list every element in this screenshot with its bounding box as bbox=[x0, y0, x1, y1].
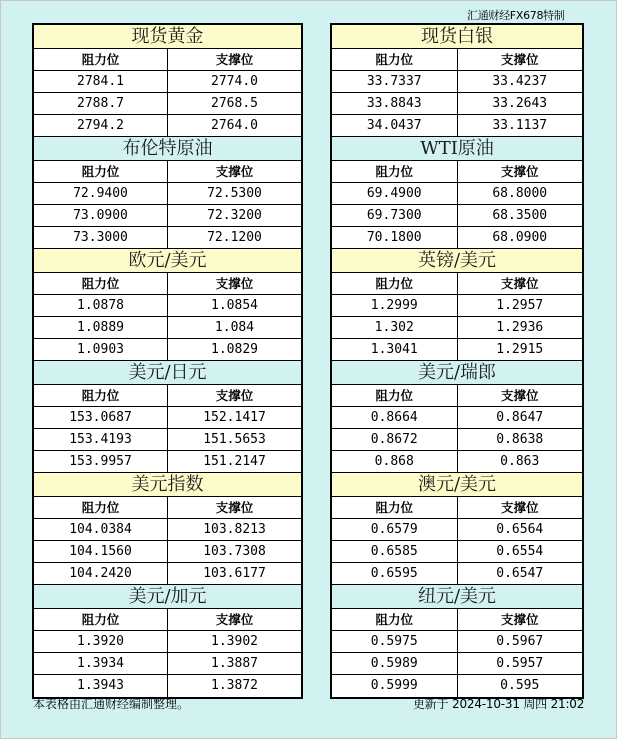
resistance-header: 阻力位 bbox=[34, 273, 168, 294]
resistance-value: 1.0903 bbox=[34, 339, 168, 360]
support-value: 1.2957 bbox=[496, 298, 544, 313]
instrument-table bbox=[332, 361, 582, 473]
table-row bbox=[34, 115, 301, 137]
support-value: 68.0900 bbox=[492, 230, 548, 245]
instrument-title: 现货白银 bbox=[332, 25, 582, 49]
resistance-value: 69.7300 bbox=[332, 205, 458, 226]
support-value: 1.3902 bbox=[211, 634, 258, 649]
table-row bbox=[332, 675, 582, 697]
table-row bbox=[34, 295, 301, 317]
resistance-header: 阻力位 bbox=[332, 385, 458, 406]
instrument-title: WTI原油 bbox=[332, 137, 582, 161]
support-value: 33.1137 bbox=[492, 118, 548, 133]
header-row bbox=[34, 49, 301, 71]
header-row bbox=[332, 161, 582, 183]
table-row bbox=[34, 563, 301, 585]
table-row bbox=[332, 541, 582, 563]
resistance-value: 1.3934 bbox=[34, 653, 168, 674]
instrument-table bbox=[332, 137, 582, 249]
resistance-value: 153.4193 bbox=[34, 429, 168, 450]
support-value: 103.8213 bbox=[203, 522, 266, 537]
support-value: 1.2936 bbox=[496, 320, 544, 335]
credit-label: 汇通财经FX678特制 bbox=[467, 9, 565, 22]
resistance-header: 阻力位 bbox=[34, 385, 168, 406]
right-column bbox=[330, 23, 584, 699]
support-value: 0.6564 bbox=[496, 522, 544, 537]
resistance-value: 69.4900 bbox=[332, 183, 458, 204]
resistance-header: 阻力位 bbox=[332, 161, 458, 182]
support-header: 支撑位 bbox=[500, 612, 539, 627]
support-value: 1.0829 bbox=[211, 342, 258, 357]
support-header: 支撑位 bbox=[500, 52, 539, 67]
table-row bbox=[34, 71, 301, 93]
table-row bbox=[34, 183, 301, 205]
support-header: 支撑位 bbox=[215, 52, 254, 67]
support-header: 支撑位 bbox=[215, 276, 254, 291]
support-value: 0.5967 bbox=[496, 634, 544, 649]
table-row bbox=[34, 519, 301, 541]
table-row bbox=[332, 115, 582, 137]
support-value: 0.6547 bbox=[496, 566, 544, 581]
instrument-table bbox=[34, 585, 301, 697]
update-timestamp: 更新于 2024-10-31 周四 21:02 bbox=[413, 697, 585, 711]
resistance-value: 104.0384 bbox=[34, 519, 168, 540]
resistance-header: 阻力位 bbox=[34, 49, 168, 70]
resistance-header: 阻力位 bbox=[332, 497, 458, 518]
resistance-header: 阻力位 bbox=[34, 497, 168, 518]
resistance-header: 阻力位 bbox=[332, 273, 458, 294]
table-row bbox=[332, 407, 582, 429]
instrument-table bbox=[332, 473, 582, 585]
table-row bbox=[332, 183, 582, 205]
resistance-value: 0.5999 bbox=[332, 675, 458, 697]
resistance-value: 0.6579 bbox=[332, 519, 458, 540]
table-row bbox=[34, 317, 301, 339]
resistance-value: 2794.2 bbox=[34, 115, 168, 136]
table-row bbox=[332, 519, 582, 541]
table-row bbox=[34, 205, 301, 227]
resistance-header: 阻力位 bbox=[332, 609, 458, 630]
table-row bbox=[34, 227, 301, 249]
left-column bbox=[32, 23, 303, 699]
table-row bbox=[332, 631, 582, 653]
table-row bbox=[34, 675, 301, 697]
support-header: 支撑位 bbox=[500, 500, 539, 515]
resistance-value: 153.0687 bbox=[34, 407, 168, 428]
resistance-value: 72.9400 bbox=[34, 183, 168, 204]
instrument-title: 英镑/美元 bbox=[332, 249, 582, 273]
resistance-header: 阻力位 bbox=[34, 161, 168, 182]
instrument-table bbox=[34, 249, 301, 361]
support-header: 支撑位 bbox=[500, 164, 539, 179]
instrument-title: 布伦特原油 bbox=[34, 137, 301, 161]
resistance-value: 1.3920 bbox=[34, 631, 168, 652]
resistance-value: 1.2999 bbox=[332, 295, 458, 316]
resistance-value: 0.6585 bbox=[332, 541, 458, 562]
table-row bbox=[332, 71, 582, 93]
resistance-header: 阻力位 bbox=[34, 609, 168, 630]
table-row bbox=[34, 339, 301, 361]
support-value: 1.2915 bbox=[496, 342, 544, 357]
table-row bbox=[34, 631, 301, 653]
table-row bbox=[34, 451, 301, 473]
table-row bbox=[332, 93, 582, 115]
table-row bbox=[332, 451, 582, 473]
instrument-title: 美元/加元 bbox=[34, 585, 301, 609]
support-value: 103.6177 bbox=[203, 566, 266, 581]
instrument-title: 美元/瑞郎 bbox=[332, 361, 582, 385]
support-header: 支撑位 bbox=[215, 612, 254, 627]
table-row bbox=[34, 541, 301, 563]
resistance-value: 0.6595 bbox=[332, 563, 458, 584]
table-row bbox=[332, 429, 582, 451]
table-row bbox=[34, 653, 301, 675]
table-row bbox=[34, 93, 301, 115]
support-value: 72.5300 bbox=[207, 186, 262, 201]
header-row bbox=[34, 497, 301, 519]
resistance-value: 2784.1 bbox=[34, 71, 168, 92]
support-header: 支撑位 bbox=[215, 164, 254, 179]
resistance-value: 104.2420 bbox=[34, 563, 168, 584]
instrument-title: 美元指数 bbox=[34, 473, 301, 497]
resistance-value: 1.302 bbox=[332, 317, 458, 338]
resistance-value: 1.0889 bbox=[34, 317, 168, 338]
table-row bbox=[332, 317, 582, 339]
header-row bbox=[34, 609, 301, 631]
table-row bbox=[34, 407, 301, 429]
header-row bbox=[34, 161, 301, 183]
support-value: 151.5653 bbox=[203, 432, 266, 447]
instrument-table bbox=[34, 361, 301, 473]
resistance-value: 2788.7 bbox=[34, 93, 168, 114]
support-value: 2764.0 bbox=[211, 118, 258, 133]
support-value: 1.3872 bbox=[211, 678, 258, 693]
header-row bbox=[332, 609, 582, 631]
resistance-value: 33.7337 bbox=[332, 71, 458, 92]
resistance-value: 0.5975 bbox=[332, 631, 458, 652]
header-row bbox=[332, 273, 582, 295]
instrument-title: 纽元/美元 bbox=[332, 585, 582, 609]
instrument-table bbox=[34, 25, 301, 137]
support-value: 0.8647 bbox=[496, 410, 544, 425]
support-value: 103.7308 bbox=[203, 544, 266, 559]
support-value: 33.2643 bbox=[492, 96, 548, 111]
resistance-value: 0.8664 bbox=[332, 407, 458, 428]
support-value: 33.4237 bbox=[492, 74, 548, 89]
support-value: 68.8000 bbox=[492, 186, 548, 201]
support-value: 0.595 bbox=[500, 678, 540, 693]
resistance-value: 104.1560 bbox=[34, 541, 168, 562]
instrument-title: 澳元/美元 bbox=[332, 473, 582, 497]
instrument-table bbox=[332, 249, 582, 361]
instrument-title: 现货黄金 bbox=[34, 25, 301, 49]
resistance-value: 73.0900 bbox=[34, 205, 168, 226]
table-row bbox=[332, 227, 582, 249]
instrument-title: 欧元/美元 bbox=[34, 249, 301, 273]
resistance-header: 阻力位 bbox=[332, 49, 458, 70]
resistance-value: 34.0437 bbox=[332, 115, 458, 136]
footer-note: 本表格由汇通财经编制整理。 bbox=[33, 697, 190, 711]
support-value: 152.1417 bbox=[203, 410, 266, 425]
support-value: 1.084 bbox=[214, 320, 255, 335]
header-row bbox=[34, 273, 301, 295]
support-value: 0.6554 bbox=[496, 544, 544, 559]
support-value: 0.5957 bbox=[496, 656, 544, 671]
support-value: 72.1200 bbox=[207, 230, 262, 245]
resistance-value: 0.868 bbox=[332, 451, 458, 472]
instrument-title: 美元/日元 bbox=[34, 361, 301, 385]
header-row bbox=[332, 49, 582, 71]
support-header: 支撑位 bbox=[215, 388, 254, 403]
support-value: 0.863 bbox=[500, 454, 540, 469]
header-row bbox=[332, 497, 582, 519]
support-value: 1.3887 bbox=[211, 656, 258, 671]
instrument-table bbox=[34, 137, 301, 249]
instrument-table bbox=[332, 585, 582, 697]
table-row bbox=[332, 653, 582, 675]
resistance-value: 0.5989 bbox=[332, 653, 458, 674]
table-row bbox=[34, 429, 301, 451]
resistance-value: 1.0878 bbox=[34, 295, 168, 316]
resistance-value: 1.3041 bbox=[332, 339, 458, 360]
table-row bbox=[332, 563, 582, 585]
support-header: 支撑位 bbox=[215, 500, 254, 515]
instrument-table bbox=[332, 25, 582, 137]
resistance-value: 70.1800 bbox=[332, 227, 458, 248]
support-value: 2768.5 bbox=[211, 96, 258, 111]
support-value: 151.2147 bbox=[203, 454, 266, 469]
support-header: 支撑位 bbox=[500, 388, 539, 403]
support-value: 72.3200 bbox=[207, 208, 262, 223]
resistance-value: 0.8672 bbox=[332, 429, 458, 450]
resistance-value: 33.8843 bbox=[332, 93, 458, 114]
table-row bbox=[332, 295, 582, 317]
support-value: 1.0854 bbox=[211, 298, 258, 313]
header-row bbox=[332, 385, 582, 407]
header-row bbox=[34, 385, 301, 407]
table-row bbox=[332, 205, 582, 227]
resistance-value: 73.3000 bbox=[34, 227, 168, 248]
support-header: 支撑位 bbox=[500, 276, 539, 291]
support-value: 0.8638 bbox=[496, 432, 544, 447]
table-row bbox=[332, 339, 582, 361]
support-value: 68.3500 bbox=[492, 208, 548, 223]
resistance-value: 153.9957 bbox=[34, 451, 168, 472]
support-value: 2774.0 bbox=[211, 74, 258, 89]
resistance-value: 1.3943 bbox=[34, 675, 168, 697]
instrument-table bbox=[34, 473, 301, 585]
